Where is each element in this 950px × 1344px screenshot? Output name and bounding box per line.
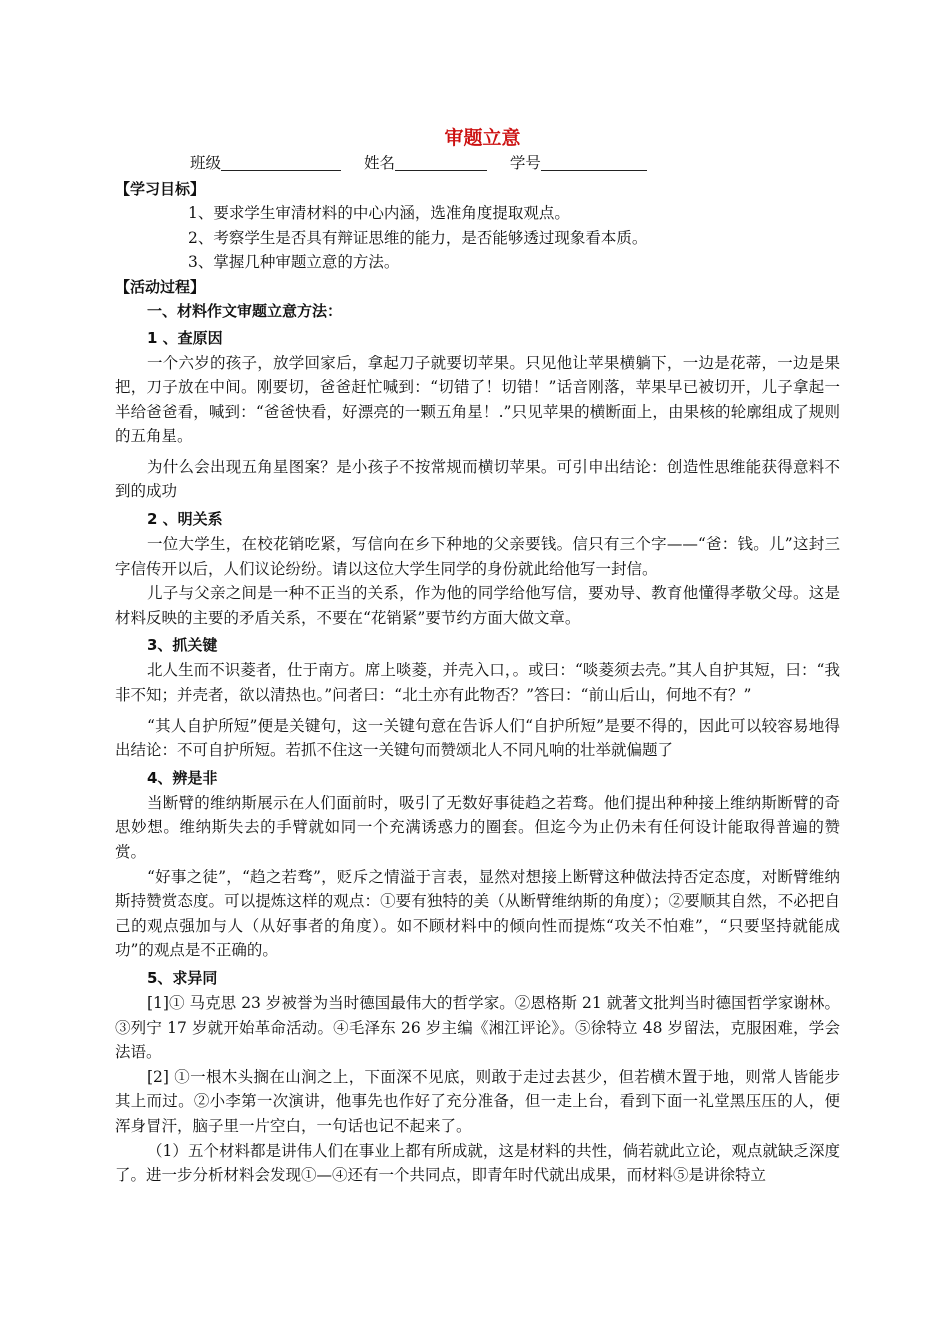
methods-subheading: 一、材料作文审题立意方法： bbox=[147, 301, 343, 320]
method-paragraph: “其人自护所短”便是关键句，这一关键句意在告诉人们“自护所短”是要不得的，因此可以较容易地得出结论：不可自护所短。若抓不住这一关键句而赞颂北人不同凡响的壮举就偏题了 bbox=[115, 716, 840, 760]
document-content bbox=[115, 125, 840, 1188]
class-label: 班级 bbox=[190, 154, 222, 172]
method-paragraph: 当断臂的维纳斯展示在人们面前时，吸引了无数好事徒趋之若骛。他们提出种种接上维纳斯断臂的奇思妙想。维纳斯失去的手臂就如同一个充满诱惑力的圈套。但迄今为止仍未有任何设计能取得普遍的赞赏。 bbox=[115, 793, 840, 861]
method-title: 3、抓关键 bbox=[147, 636, 218, 655]
method-title: 2 、明关系 bbox=[147, 510, 223, 529]
page-title: 审题立意 bbox=[444, 127, 521, 149]
name-label: 姓名 bbox=[363, 154, 395, 172]
number-blank bbox=[541, 154, 647, 171]
method-paragraph: 一位大学生，在校花销吃紧，写信向在乡下种地的父亲要钱。信只有三个字——“爸：钱。儿”这封三字信传开以后，人们议论纷纷。请以这位大学生同学的身份就此给他写一封信。 bbox=[115, 535, 840, 578]
method-title: 4、辨是非 bbox=[147, 768, 218, 787]
goal-item: 1、要求学生审清材料的中心内涵，选准角度提取观点。 bbox=[188, 204, 570, 222]
name-blank bbox=[395, 154, 487, 171]
goal-item: 3、掌握几种审题立意的方法。 bbox=[188, 253, 400, 271]
process-heading: 【活动过程】 bbox=[115, 277, 206, 296]
goal-item: 2、考察学生是否具有辩证思维的能力，是否能够透过现象看本质。 bbox=[188, 228, 648, 247]
method-paragraph: 一个六岁的孩子，放学回家后，拿起刀子就要切苹果。只见他让苹果横躺下，一边是花蒂，一边是果把，刀子放在中间。刚要切，爸爸赶忙喊到：“切错了！切错！”话音刚落，苹果早已被切开，儿子拿起一半给爸爸看，喊到：“爸爸快看，好漂亮的一颗五角星！.”只见苹果的横断面上，由果核的轮廓组成了规则的五角星。 bbox=[115, 353, 840, 446]
method-paragraph: 为什么会出现五角星图案？是小孩子不按常规而横切苹果。可引申出结论：创造性思维能获得意料不到的成功 bbox=[115, 457, 840, 501]
goals-heading: 【学习目标】 bbox=[115, 180, 206, 198]
method-paragraph: [1]① 马克思 23 岁被誉为当时德国最伟大的哲学家。②恩格斯 21 就著文批判当时德国哲学家谢林。③列宁 17 岁就开始革命活动。④毛泽东 26 岁主编《湘江评论》。⑤徐特立 48 岁留法，克服困难，学会法语。 bbox=[115, 993, 840, 1062]
number-label: 学号 bbox=[509, 154, 541, 172]
method-paragraph: 儿子与父亲之间是一种不正当的关系，作为他的同学给他写信，要劝导、教育他懂得孝敬父母。这是材料反映的主要的矛盾关系，不要在“花销紧”要节约方面大做文章。 bbox=[115, 584, 840, 627]
method-title: 5、求异同 bbox=[147, 968, 218, 987]
method-paragraph: [2] ①一根木头搁在山涧之上，下面深不见底，则敢于走过去甚少，但若横木置于地，则常人皆能步其上而过。②小李第一次演讲，他事先也作好了充分准备，但一走上台，看到下面一礼堂黑压压的人，便浑身冒汗，脑子里一片空白，一句话也记不起来了。 bbox=[115, 1067, 840, 1135]
method-paragraph: 北人生而不识菱者，仕于南方。席上啖菱，并壳入口，。或曰：“啖菱须去壳。”其人自护其短，曰：“我非不知；并壳者，欲以清热也。”问者曰：“北土亦有此物否？”答曰：“前山后山，何地不有？” bbox=[115, 661, 840, 705]
method-paragraph: （1）五个材料都是讲伟人们在事业上都有所成就，这是材料的共性，倘若就此立论，观点就缺乏深度了。进一步分析材料会发现①—④还有一个共同点，即青年时代就出成果，而材料⑤是讲徐特立 bbox=[115, 1141, 840, 1185]
class-blank bbox=[221, 154, 341, 171]
student-info-line bbox=[115, 151, 840, 175]
method-title: 1 、查原因 bbox=[147, 328, 223, 347]
method-paragraph: “好事之徒”，“趋之若骛”，贬斥之情溢于言表，显然对想接上断臂这种做法持否定态度，对断臂维纳斯持赞赏态度。可以提炼这样的观点：①要有独特的美（从断臂维纳斯的角度）；②要顺其自然，不必把自己的观点强加与人（从好事者的角度）。如不顾材料中的倾向性而提炼“攻关不怕难”，“只要坚持就能成功”的观点是不正确的。 bbox=[115, 867, 840, 960]
